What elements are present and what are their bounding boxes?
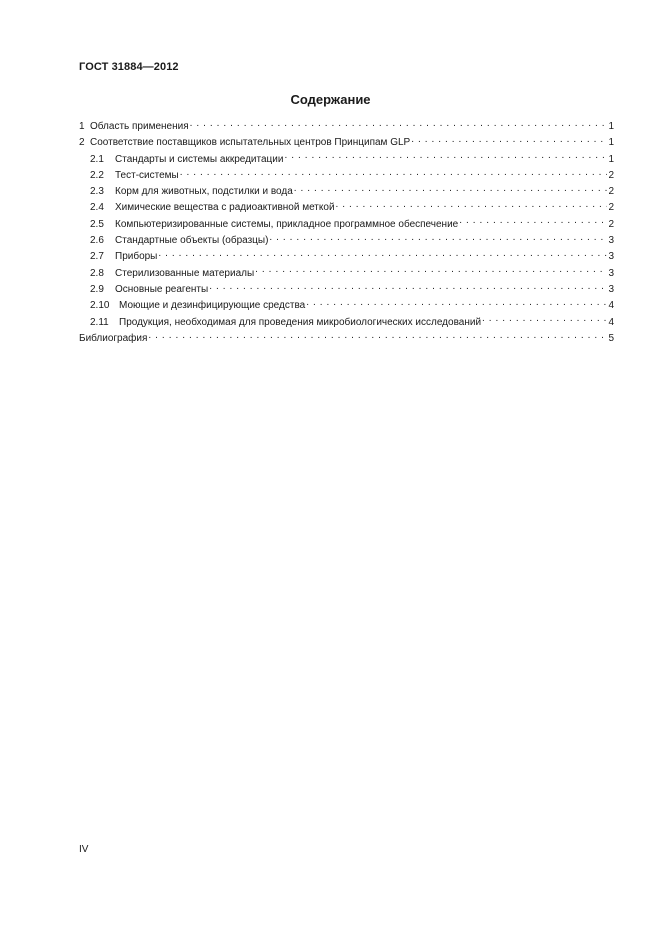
toc-entry-page: 2 — [608, 169, 614, 181]
toc-entry-page: 3 — [608, 251, 614, 263]
document-code: ГОСТ 31884—2012 — [79, 61, 179, 73]
toc-entry-page: 1 — [608, 121, 614, 132]
toc-entry[interactable] — [79, 298, 614, 314]
toc-entry-page: 2 — [608, 186, 614, 198]
toc-entry-title: Соответствие поставщиков испытательных центров Принципам GLP — [90, 137, 411, 149]
toc-entry-page: 3 — [608, 267, 614, 279]
toc-entry[interactable] — [79, 119, 614, 135]
toc-entry[interactable] — [79, 184, 614, 200]
toc-entry-page: 4 — [608, 300, 614, 312]
toc-entry-number: 1 — [79, 121, 85, 132]
toc-entry-title: Стандарты и системы аккредитации — [115, 153, 284, 165]
toc-leader-dots — [336, 200, 608, 210]
toc-entry-number: 2.9 — [90, 283, 104, 295]
toc-entry-page: 1 — [608, 137, 614, 149]
toc-entry-number: 2.8 — [90, 267, 104, 279]
toc-leader-dots — [209, 282, 607, 292]
toc-entry-number: 2.5 — [90, 218, 104, 230]
toc-leader-dots — [158, 249, 607, 259]
toc-entry-title: Библиография — [79, 332, 148, 344]
toc-entry[interactable] — [79, 200, 614, 216]
toc-leader-dots — [190, 119, 608, 129]
toc-entry[interactable] — [79, 233, 614, 249]
toc-entry-title: Моющие и дезинфицирующие средства — [119, 300, 306, 312]
toc-entry-number: 2.3 — [90, 186, 104, 198]
toc-entry[interactable] — [79, 168, 614, 184]
toc-entry[interactable] — [79, 152, 614, 168]
toc-entry-title: Продукция, необходимая для проведения микробиологических исследований — [119, 316, 482, 328]
toc-entry-number: 2.2 — [90, 169, 104, 181]
toc-entry-page: 2 — [608, 202, 614, 214]
toc-leader-dots — [459, 217, 607, 227]
toc-leader-dots — [269, 233, 607, 243]
table-of-contents — [79, 119, 614, 347]
toc-entry-number: 2.1 — [90, 153, 104, 165]
toc-leader-dots — [148, 331, 607, 341]
toc-entry-title: Стандартные объекты (образцы) — [115, 235, 269, 247]
toc-entry-title: Компьютеризированные системы, прикладное программное обеспечение — [115, 218, 459, 230]
toc-entry-page: 3 — [608, 235, 614, 247]
toc-entry-title: Химические вещества с радиоактивной меткой — [115, 202, 335, 214]
toc-leader-dots — [255, 266, 607, 276]
page-title: Содержание — [290, 92, 371, 107]
toc-entry-title: Стерилизованные материалы — [115, 267, 255, 279]
toc-entry-page: 3 — [608, 283, 614, 295]
toc-entry-title: Основные реагенты — [115, 283, 209, 295]
toc-entry-page: 1 — [608, 153, 614, 165]
toc-entry-page: 2 — [608, 218, 614, 230]
toc-entry-title: Область применения — [90, 121, 189, 132]
toc-entry[interactable] — [79, 217, 614, 233]
toc-entry[interactable] — [79, 315, 614, 331]
toc-leader-dots — [411, 135, 607, 145]
toc-entry-number: 2.10 — [90, 300, 110, 312]
toc-entry[interactable] — [79, 135, 614, 151]
toc-leader-dots — [306, 298, 607, 308]
toc-leader-dots — [284, 152, 607, 162]
toc-entry-number: 2.6 — [90, 235, 104, 247]
page-number: IV — [79, 844, 89, 855]
toc-entry-title: Приборы — [115, 251, 158, 263]
toc-entry-page: 4 — [608, 316, 614, 328]
toc-entry-title: Корм для животных, подстилки и вода — [115, 186, 293, 198]
toc-leader-dots — [482, 315, 607, 325]
toc-entry-page: 5 — [608, 332, 614, 344]
toc-leader-dots — [180, 168, 608, 178]
toc-entry-number: 2 — [79, 137, 85, 149]
toc-entry-number: 2.11 — [90, 316, 109, 328]
toc-entry[interactable] — [79, 282, 614, 298]
toc-entry[interactable] — [79, 249, 614, 265]
toc-entry[interactable] — [79, 266, 614, 282]
toc-leader-dots — [294, 184, 608, 194]
toc-entry-number: 2.7 — [90, 251, 104, 263]
toc-entry-number: 2.4 — [90, 202, 104, 214]
toc-entry-bibliography[interactable] — [79, 331, 614, 347]
toc-entry-title: Тест-системы — [115, 169, 179, 181]
